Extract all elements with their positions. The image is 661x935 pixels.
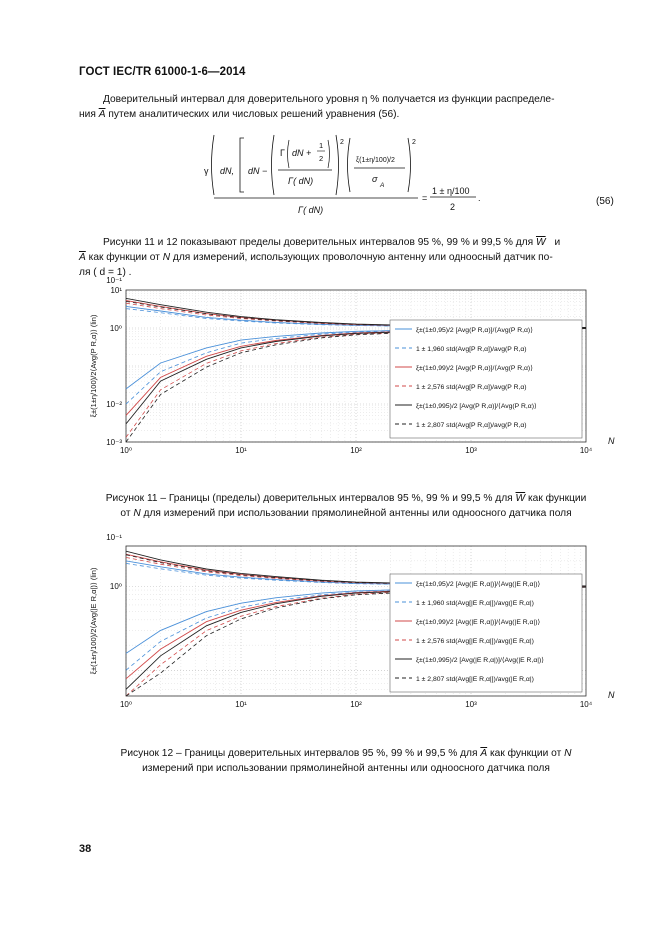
eq-rhs-numerator: 1 ± η/100	[432, 186, 470, 196]
eq-gamma-dn: Γ( dN)	[288, 176, 314, 186]
figure-11-chart	[75, 276, 625, 473]
x-tick-label: 10¹	[235, 446, 247, 455]
y-axis-label: ξ±(1±η/100)/2⟨Avg(|E R,α|)⟩ (lin)	[89, 567, 98, 675]
para2-line-3: ля ( d = 1) .	[79, 267, 132, 278]
legend-entry: 1 ± 2,576 std(Avg[|E R,α|])/avg(|E R,α|)	[416, 638, 534, 645]
x-axis-label: N	[608, 690, 615, 700]
legend-entry: ξ±(1±0,99)/2 [Avg(P R,α)]/⟨Avg(P R,α)⟩	[416, 365, 533, 372]
eq-square-1: 2	[340, 139, 344, 146]
eq-sigma-sub: A	[380, 182, 385, 189]
eq-gamma-big: Γ	[280, 148, 285, 158]
legend-entry: 1 ± 2,807 std(Avg[P R,α])/avg(P R,α)	[416, 422, 527, 429]
x-tick-label: 10²	[350, 700, 362, 709]
x-tick-label: 10³	[465, 700, 477, 709]
y-tick-label: 10⁻¹	[106, 276, 122, 285]
legend-entry: ξ±(1±0,995)/2 [Avg(|E R,α|)]/⟨Avg(|E R,α|)⟩	[416, 657, 544, 664]
symbol-A: $\overline{A}$	[98, 109, 106, 120]
eq-rhs-denominator: 2	[450, 202, 456, 212]
x-tick-label: 10⁰	[119, 700, 133, 709]
eq-one: 1	[319, 141, 324, 150]
document-header: ГОСТ IEC/TR 61000-1-6—2014	[79, 66, 246, 78]
y-axis-label: ξ±(1±η/100)/2⟨Avg(P R,α)⟩ (lin)	[89, 314, 98, 418]
legend-entry: ξ±(1±0,995)/2 [Avg(P R,α)]/⟨Avg(P R,α)⟩	[416, 403, 537, 410]
eq-denominator: Γ( dN)	[298, 205, 324, 215]
legend-box	[390, 320, 582, 438]
intro-line-1: Доверительный интервал для доверительного уровня η % получается из функции распределе-	[103, 94, 555, 105]
x-tick-label: 10²	[350, 446, 362, 455]
eq-dN-half: dN +	[292, 148, 312, 158]
figure-12-chart	[75, 533, 625, 725]
para2-line-2: $\overline{A}$ как функции от N для измерений, использующих проволочную антенну или одноосный датчик по-	[79, 252, 553, 263]
paragraph-2	[79, 235, 615, 280]
x-tick-label: 10⁰	[119, 446, 133, 455]
legend-box	[390, 574, 582, 692]
intro-line-2: ния $\overline{A}$ путем аналитических или числовых решений уравнения (56).	[79, 109, 400, 120]
y-tick-label: 10⁰	[109, 582, 122, 592]
legend-entry: ξ±(1±0,95)/2 [Avg(|E R,α|)]/⟨Avg(|E R,α|)⟩	[416, 581, 541, 588]
figure-11-caption: Рисунок 11 – Границы (пределы) доверительных интервалов 95 %, 99 % и 99,5 % для $\overline{W}$ как функции от N для измерений при использовании прямолинейной антенны или одноосного датчика поля	[105, 493, 587, 519]
y-tick-label: 10⁰	[109, 324, 122, 333]
eq-dN2: dN −	[248, 166, 268, 176]
y-tick-label: 10⁻¹	[106, 533, 122, 542]
x-axis-label: N	[608, 436, 615, 446]
eq-dN: dN,	[220, 166, 235, 176]
legend-entry: 1 ± 2,576 std(Avg[P R,α])/avg(P R,α)	[416, 384, 527, 391]
equation-number: (56)	[596, 196, 614, 207]
x-tick-label: 10³	[465, 446, 477, 455]
y-tick-label: 10⁻³	[106, 438, 122, 447]
legend-entry: ξ±(1±0,99)/2 [Avg(|E R,α|)]/⟨Avg(|E R,α|)⟩	[416, 619, 541, 626]
eq-two: 2	[319, 154, 324, 163]
legend-entry: 1 ± 2,807 std(Avg[|E R,α|])/avg(|E R,α|)	[416, 676, 534, 683]
intro-paragraph	[79, 92, 613, 122]
para2-line-1: Рисунки 11 и 12 показывают пределы доверительных интервалов 95 %, 99 % и 99,5 % для $\overline{W}$ и	[103, 237, 561, 248]
legend-entry: 1 ± 1,960 std(Avg[|E R,α|])/avg(|E R,α|)	[416, 600, 534, 607]
eq-sigma: σ	[372, 174, 378, 184]
y-tick-label: 10¹	[110, 286, 122, 295]
eq-square-2: 2	[412, 139, 416, 146]
equation-56	[200, 130, 500, 220]
eq-equals: =	[422, 193, 428, 203]
eq-dot: .	[478, 193, 481, 203]
y-tick-label: 10⁻²	[106, 400, 122, 409]
x-tick-label: 10⁴	[579, 446, 593, 455]
eq-gamma: γ	[204, 166, 209, 176]
x-tick-label: 10¹	[235, 700, 247, 709]
legend-entry: 1 ± 1,960 std(Avg[P R,α])/avg(P R,α)	[416, 346, 527, 353]
figure-12-caption: Рисунок 12 – Границы доверительных интервалов 95 %, 99 % и 99,5 % для $\overline{A}$ как функции от N измерений при использовании прямолинейной антенны или одноосного датчика поля	[120, 748, 572, 774]
eq-xi: ξ(1±η/100)/2	[356, 157, 395, 164]
x-tick-label: 10⁴	[579, 700, 593, 709]
legend-entry: ξ±(1±0,95)/2 [Avg(P R,α)]/⟨Avg(P R,α)⟩	[416, 327, 533, 334]
page-number: 38	[79, 843, 92, 855]
